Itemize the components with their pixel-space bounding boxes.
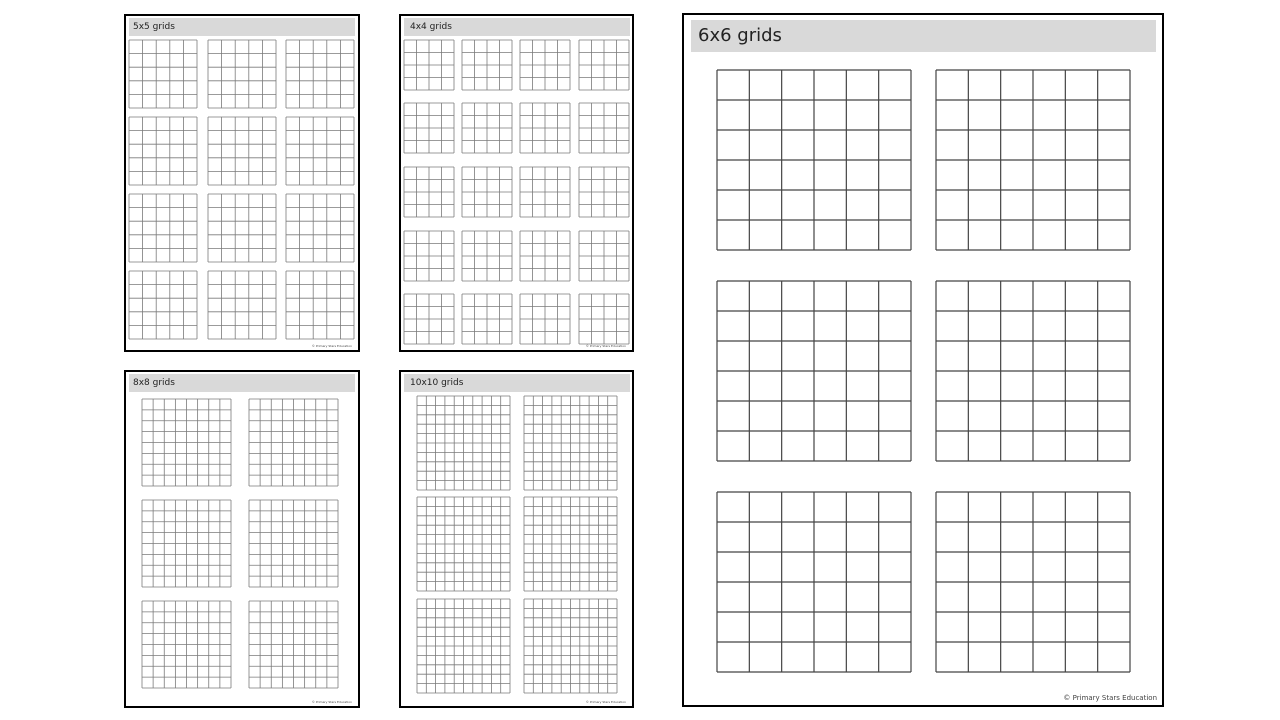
grid-4x4 [579, 103, 629, 153]
grid-5x5 [129, 117, 197, 185]
grid-4x4 [404, 231, 454, 281]
grid-4x4 [520, 294, 570, 344]
grid-8x8 [142, 399, 231, 486]
grid-5x5 [286, 40, 354, 108]
grid-10x10 [417, 396, 510, 490]
grid-4x4 [404, 40, 454, 90]
grid-4x4 [404, 294, 454, 344]
sheet-title: 10x10 grids [404, 374, 630, 392]
grid-5x5 [208, 271, 276, 339]
copyright-text: © Primary Stars Education [1063, 694, 1157, 702]
grid-10x10 [524, 497, 617, 591]
grid-8x8 [249, 399, 338, 486]
grid-4x4 [462, 103, 512, 153]
grid-5x5 [286, 194, 354, 262]
grid-10x10 [417, 599, 510, 693]
grid-4x4 [462, 231, 512, 281]
grid-6x6 [936, 70, 1130, 250]
grid-4x4 [462, 294, 512, 344]
grid-4x4 [404, 103, 454, 153]
grid-4x4 [579, 40, 629, 90]
grid-10x10 [524, 599, 617, 693]
grid-8x8 [142, 601, 231, 688]
grid-4x4 [579, 231, 629, 281]
sheet-title: 5x5 grids [129, 18, 355, 36]
grid-5x5 [129, 40, 197, 108]
grid-4x4 [579, 294, 629, 344]
grid-4x4 [520, 167, 570, 217]
worksheet-4x4 [399, 14, 634, 352]
grid-5x5 [129, 271, 197, 339]
grid-4x4 [520, 231, 570, 281]
grid-6x6 [717, 70, 911, 250]
grid-6x6 [717, 281, 911, 461]
sheet-title: 8x8 grids [129, 374, 355, 392]
grid-5x5 [286, 117, 354, 185]
worksheet-5x5 [124, 14, 360, 352]
copyright-text: © Primary Stars Education [311, 344, 352, 348]
grid-6x6 [717, 492, 911, 672]
grid-5x5 [286, 271, 354, 339]
grid-5x5 [208, 117, 276, 185]
worksheet-8x8 [124, 370, 360, 708]
grid-4x4 [462, 167, 512, 217]
grid-8x8 [249, 500, 338, 587]
worksheet-6x6 [682, 13, 1164, 707]
sheet-title: 4x4 grids [404, 18, 630, 36]
grid-4x4 [404, 167, 454, 217]
sheet-title: 6x6 grids [691, 20, 1156, 52]
grid-10x10 [417, 497, 510, 591]
copyright-text: © Primary Stars Education [585, 344, 626, 348]
grid-6x6 [936, 492, 1130, 672]
grid-4x4 [520, 40, 570, 90]
grid-10x10 [524, 396, 617, 490]
grid-5x5 [208, 40, 276, 108]
grid-5x5 [129, 194, 197, 262]
worksheet-10x10 [399, 370, 634, 708]
grid-5x5 [208, 194, 276, 262]
copyright-text: © Primary Stars Education [585, 700, 626, 704]
grid-4x4 [462, 40, 512, 90]
copyright-text: © Primary Stars Education [311, 700, 352, 704]
grid-8x8 [142, 500, 231, 587]
grid-8x8 [249, 601, 338, 688]
grid-6x6 [936, 281, 1130, 461]
grid-4x4 [520, 103, 570, 153]
grid-4x4 [579, 167, 629, 217]
